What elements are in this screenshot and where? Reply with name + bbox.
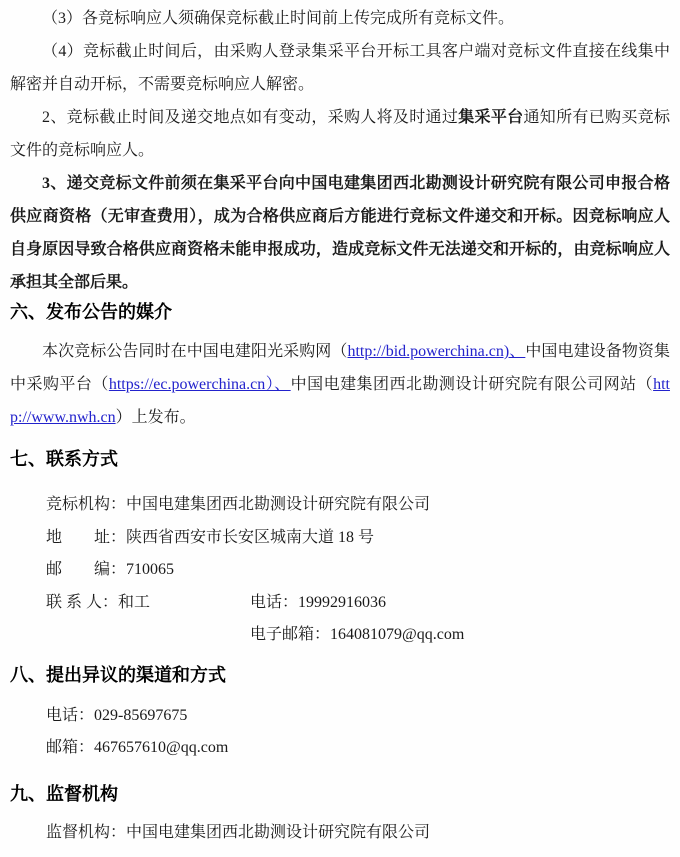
paragraph-item-4: （4）竞标截止时间后，由采购人登录集采平台开标工具客户端对竞标文件直接在线集中解密并自动开标，不需要竞标响应人解密。 (10, 43, 670, 93)
media-text-2: 中国电建设备物资集中采购平台（ (10, 343, 670, 393)
platform-name-bold: 集采平台 (458, 109, 524, 126)
media-text-3: 中国电建集团西北勘测设计研究院有限公司网站（ (290, 376, 654, 393)
contact-person-label: 联 系 人： (46, 593, 119, 611)
section-heading-contact: 七、联系方式 (10, 449, 118, 469)
contact-person-value: 和工 (118, 593, 151, 611)
objection-block (10, 700, 670, 765)
contact-block (10, 489, 670, 652)
media-text-1: 本次竞标公告同时在中国电建阳光采购网（ (42, 343, 348, 360)
contact-phone-value: 19992916036 (298, 593, 387, 611)
supervision-org-line (46, 817, 670, 850)
objection-email-label: 邮箱： (46, 739, 95, 756)
contact-org-line (46, 489, 670, 522)
objection-phone-line (46, 700, 670, 733)
supervision-org-value: 中国电建集团西北勘测设计研究院有限公司 (126, 823, 431, 841)
paragraph-2-text-before: 2、竞标截止时间及递交地点如有变动，采购人将及时通过 (42, 109, 459, 126)
paragraph-3-supplier-qualification: 3、递交竞标文件前须在集采平台向中国电建集团西北勘测设计研究院有限公司申报合格供应商资格（无审查费用），成为合格供应商后方能进行竞标文件递交和开标。因竞标响应人自身原因导致合格供应商资格未能申报成功，造成竞标文件无法递交和开标的，由竞标响应人承担其全部后果。 (10, 175, 670, 291)
link-bid-powerchina[interactable]: http://bid.powerchina.cn)、 (347, 343, 526, 360)
contact-address-line (46, 522, 670, 555)
contact-address-label: 地 址： (46, 528, 127, 546)
paragraph-2-text-after: 通知所有已购买竞标文件的竞标响应人。 (10, 109, 670, 159)
contact-person-phone-line (46, 587, 670, 620)
link-ec-powerchina[interactable]: https://ec.powerchina.cn）、 (108, 376, 291, 393)
section-heading-objection: 八、提出异议的渠道和方式 (10, 664, 226, 685)
objection-email-line (46, 732, 670, 765)
contact-postcode-line (46, 554, 670, 587)
contact-email-line (46, 619, 670, 652)
section-heading-supervision: 九、监督机构 (10, 783, 118, 804)
media-text-4: ）上发布。 (115, 409, 196, 426)
objection-email-value: 467657610@qq.com (94, 739, 229, 756)
contact-postcode-label: 邮 编： (46, 561, 127, 578)
contact-postcode-value: 710065 (126, 561, 175, 578)
supervision-org-label: 监督机构： (46, 823, 127, 841)
supervision-block (10, 817, 670, 850)
contact-email-label: 电子邮箱： (250, 626, 331, 643)
paragraph-2-deadline-change (10, 101, 670, 167)
link-nwh[interactable]: http://www.nwh.cn (10, 376, 670, 426)
contact-email-value: 164081079@qq.com (330, 626, 465, 643)
contact-org-label: 竞标机构： (46, 496, 127, 513)
contact-address-value: 陕西省西安市长安区城南大道 18 号 (126, 528, 375, 546)
objection-phone-value: 029-85697675 (94, 706, 188, 724)
contact-person-column (46, 587, 250, 620)
paragraph-item-3: （3）各竞标响应人须确保竞标截止时间前上传完成所有竞标文件。 (42, 10, 515, 27)
contact-org-value: 中国电建集团西北勘测设计研究院有限公司 (126, 496, 431, 513)
objection-phone-label: 电话： (46, 706, 95, 724)
section-heading-media: 六、发布公告的媒介 (10, 302, 172, 322)
contact-phone-label: 电话： (250, 593, 299, 611)
media-paragraph (10, 335, 670, 434)
